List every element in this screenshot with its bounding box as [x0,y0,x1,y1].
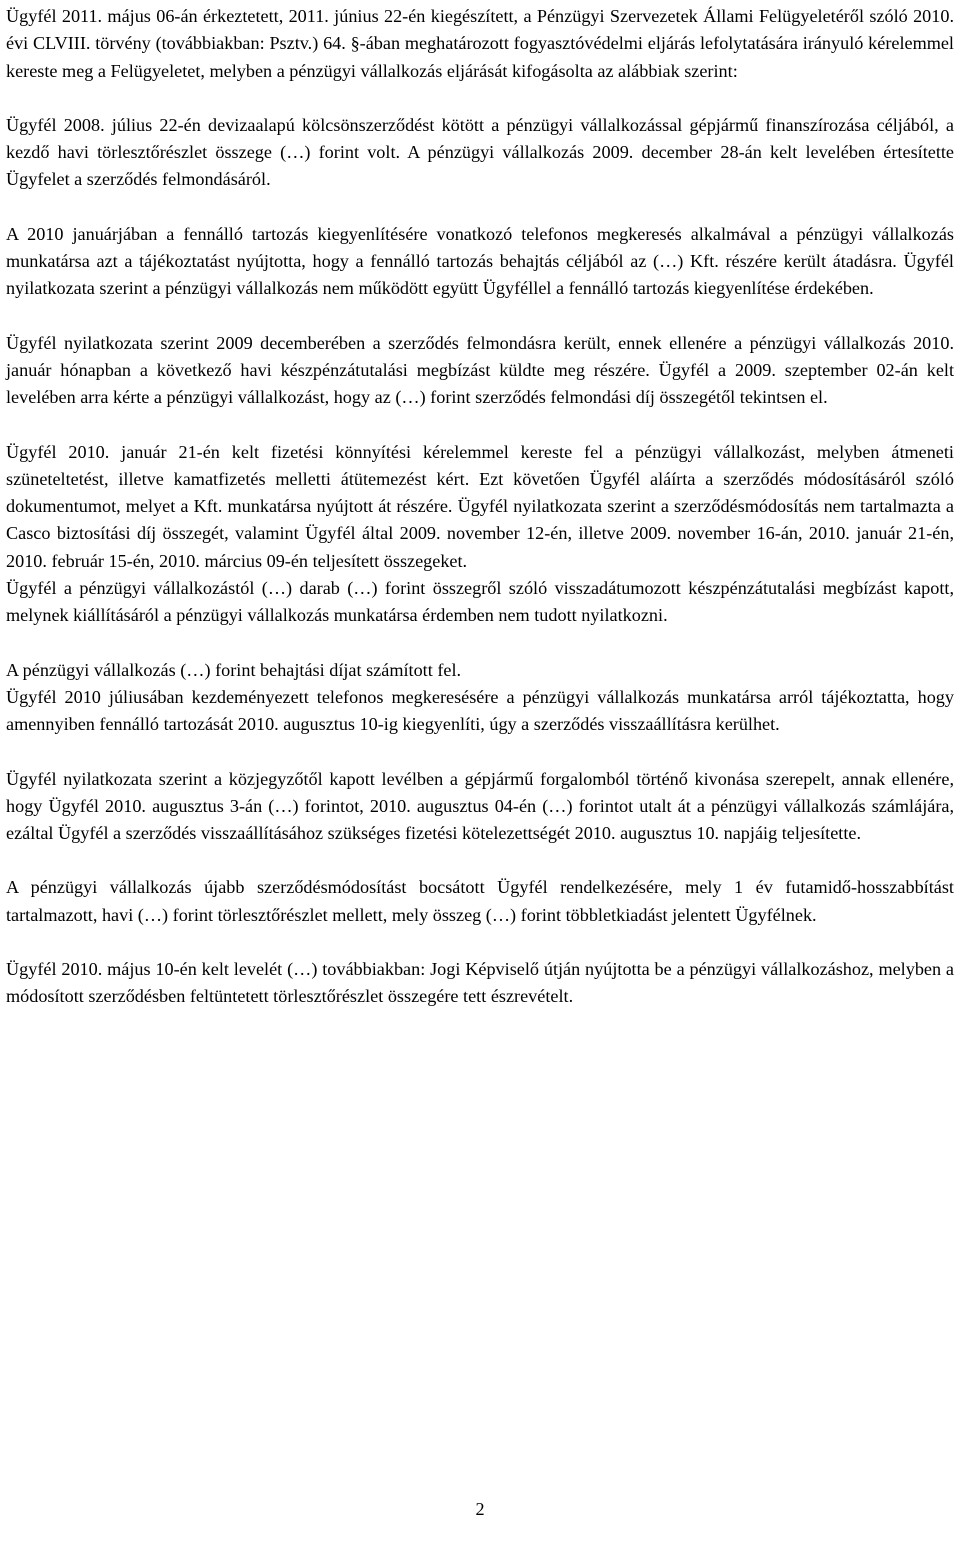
document-body [6,3,954,1011]
page-number: 2 [475,1499,485,1519]
paragraph-new-amendment: A pénzügyi vállalkozás újabb szerződésmódosítást bocsátott Ügyfél rendelkezésére, mely 1 év futamidő-hosszabbítást tartalmazott, havi (…) forint törlesztőrészlet mellett, mely összeg (…) forint többletkiadást jelentett Ügyfélnek. [6,877,954,925]
paragraph-payment-relief: Ügyfél 2010. január 21-én kelt fizetési könnyítési kérelemmel kereste fel a pénzügyi vállalkozást, melyben átmeneti szüneteltetést, illetve kamatfizetés melletti átütemezést kért. Ezt követően Ügyfél aláírta a szerződés módosításáról szóló dokumentumot, melyet a Kft. munkatársa nyújtott át részére. Ügyfél nyilatkozata szerint a szerződésmódosítás nem tartalmazta a Casco biztosítási díj összegét, valamint Ügyfél által 2009. november 12-én, illetve 2009. november 16-án, 2010. január 21-én, 2010. február 15-én, 2010. március 09-én teljesített összegeket. [6,441,954,571]
paragraph-phone-inquiry: A 2010 januárjában a fennálló tartozás kiegyenlítésére vonatkozó telefonos megkeresés alkalmával a pénzügyi vállalkozás munkatársa azt a tájékoztatást nyújtotta, hogy a fennálló tartozás behajtás céljából az (…) Kft. részére került átadásra. Ügyfél nyilatkozata szerint a pénzügyi vállalkozás nem működött együtt Ügyféllel a fennálló tartozás kiegyenlítése érdekében. [6,223,954,299]
paragraph-backdated-orders: Ügyfél a pénzügyi vállalkozástól (…) darab (…) forint összegről szóló visszadátumozott készpénzátutalási megbízást kapott, melynek kiállításáról a pénzügyi vállalkozás munkatársa érdemben nem tudott nyilatkozni. [6,578,954,626]
paragraph-legal-representative: Ügyfél 2010. május 10-én kelt levelét (…) továbbiakban: Jogi Képviselő útján nyújtotta be a pénzügyi vállalkozáshoz, melyben a módosított szerződésben feltüntetett törlesztőrészlet összegére tett észrevételt. [6,959,954,1007]
paragraph-notary-letter: Ügyfél nyilatkozata szerint a közjegyzőtől kapott levélben a gépjármű forgalomból történő kivonása szerepelt, annak ellenére, hogy Ügyfél 2010. augusztus 3-án (…) forintot, 2010. augusztus 04-én (…) forintot utalt át a pénzügyi vállalkozás számlájára, ezáltal Ügyfél a szerződés visszaállításához szükséges fizetési kötelezettségét 2010. augusztus 10. napjáig teljesítette. [6,768,954,844]
paragraph-collection-fee: A pénzügyi vállalkozás (…) forint behajtási díjat számított fel. [6,659,462,680]
paragraph-request: Ügyfél 2011. május 06-án érkeztetett, 2011. június 22-én kiegészített, a Pénzügyi Szervezetek Állami Felügyeletéről szóló 2010. évi CLVIII. törvény (továbbiakban: Psztv.) 64. §-ában meghatározott fogyasztóvédelmi eljárás lefolytatására irányuló kérelemmel kereste meg a Felügyeletet, melyben a pénzügyi vállalkozás eljárását kifogásolta az alábbiak szerint: [6,6,954,81]
paragraph-july-inquiry: Ügyfél 2010 júliusában kezdeményezett telefonos megkeresésére a pénzügyi vállalkozás munkatársa arról tájékoztatta, hogy amennyiben fennálló tartozását 2010. augusztus 10-ig kiegyenlíti, úgy a szerződés visszaállításra kerülhet. [6,686,954,735]
paragraph-termination: Ügyfél nyilatkozata szerint 2009 decemberében a szerződés felmondásra került, ennek ellenére a pénzügyi vállalkozás 2010. január hónapban a következő havi készpénzátutalási megbízást küldte meg részére. Ügyfél a 2009. szeptember 02-án kelt levelében arra kérte a pénzügyi vállalkozást, hogy az (…) forint szerződés felmondási díj összegétől tekintsen el. [6,332,954,408]
paragraph-loan-contract: Ügyfél 2008. július 22-én devizaalapú kölcsönszerződést kötött a pénzügyi vállalkozással gépjármű finanszírozása céljából, a kezdő havi törlesztőrészlet összege (…) forint volt. A pénzügyi vállalkozás 2009. december 28-án kelt levelében értesítette Ügyfelet a szerződés felmondásáról. [6,114,954,190]
